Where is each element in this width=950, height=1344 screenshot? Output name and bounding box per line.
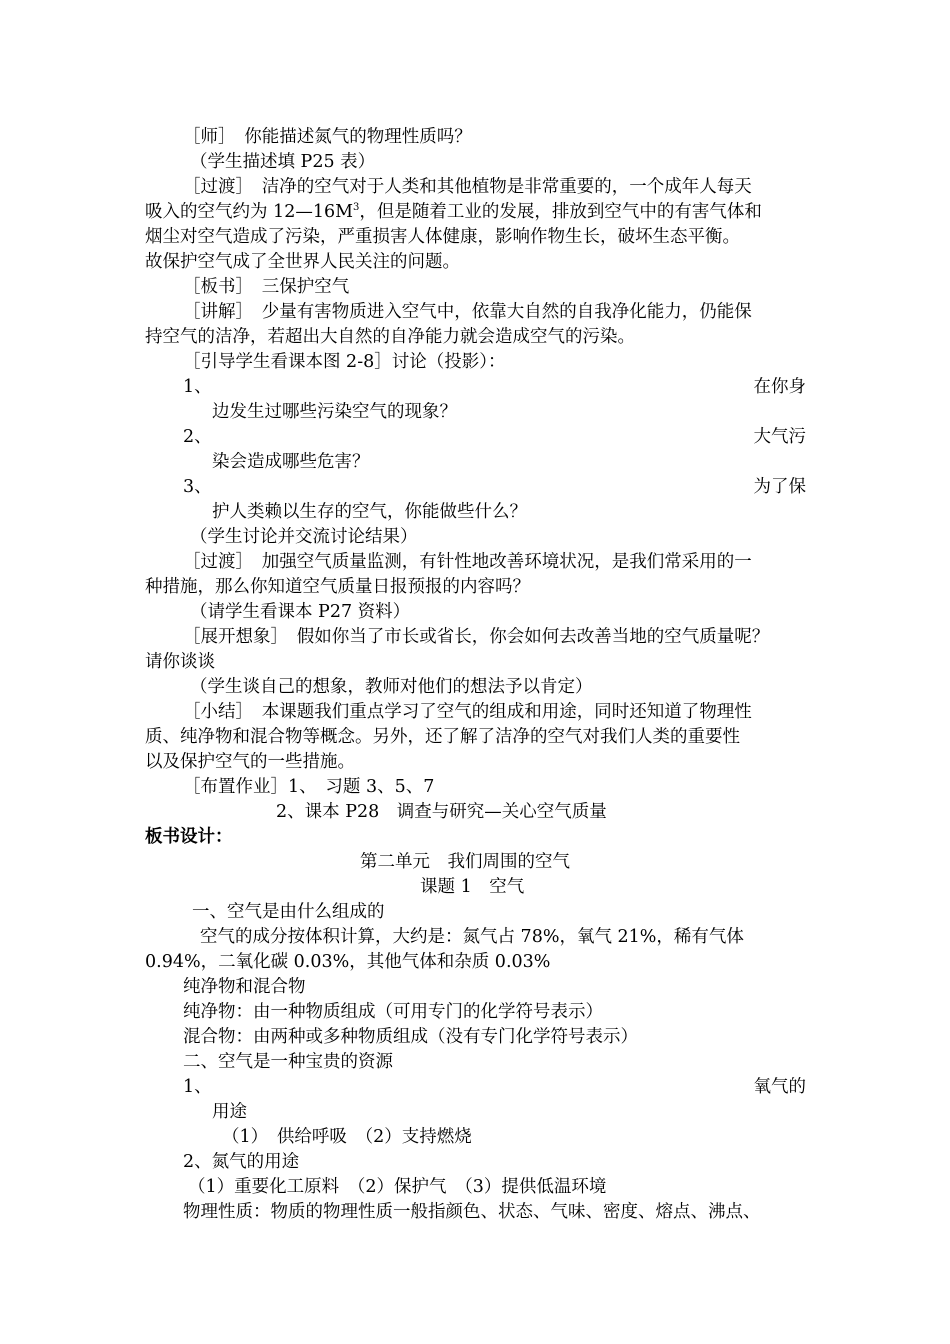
- summary-paragraph-line: ［小结］ 本课题我们重点学习了空气的组成和用途，同时还知道了物理性: [183, 702, 752, 722]
- student-activity-line: （学生描述填 P25 表）: [190, 152, 376, 172]
- question-number: 1、: [183, 377, 212, 397]
- discussion-intro-line: ［引导学生看课本图 2-8］讨论（投影）：: [183, 352, 506, 372]
- outline-text: 纯净物和混合物: [183, 977, 306, 997]
- outline-text: 空气的成分按体积计算，大约是：氮气占 78%，氧气 21%，稀有气体: [200, 927, 744, 947]
- superscript: 3: [353, 202, 360, 214]
- imagination-paragraph-line: ［展开想象］ 假如你当了市长或省长，你会如何去改善当地的空气质量呢？: [183, 627, 770, 647]
- question-number: 3、: [183, 477, 212, 497]
- paragraph-line-part: ，但是随着工业的发展，排放到空气中的有害气体和: [359, 202, 762, 222]
- student-activity-line: （学生谈自己的想象，教师对他们的想法予以肯定）: [190, 677, 593, 697]
- paragraph-line: 持空气的洁净，若超出大自然的自净能力就会造成空气的污染。: [145, 327, 635, 347]
- outline-text: 纯净物：由一种物质组成（可用专门的化学符号表示）: [183, 1002, 603, 1022]
- outline-text: 混合物：由两种或多种物质组成（没有专门化学符号表示）: [183, 1027, 638, 1047]
- explanation-paragraph-line: ［讲解］ 少量有害物质进入空气中，依靠大自然的自我净化能力，仍能保: [183, 302, 752, 322]
- outline-heading: 一、空气是由什么组成的: [192, 902, 385, 922]
- paragraph-line: [145, 200, 762, 225]
- lesson-title: 课题 1 空气: [420, 877, 525, 897]
- outline-text-end: 氧气的: [753, 1077, 806, 1097]
- homework-line: 2、课本 P28 调查与研究—关心空气质量: [276, 802, 607, 822]
- outline-heading: 二、空气是一种宝贵的资源: [183, 1052, 393, 1072]
- outline-continuation: 用途: [212, 1102, 247, 1122]
- outline-text: 2、氮气的用途: [183, 1152, 300, 1172]
- transition-paragraph-line: ［过渡］ 洁净的空气对于人类和其他植物是非常重要的，一个成年人每天: [183, 177, 752, 197]
- paragraph-line: 请你谈谈: [145, 652, 215, 672]
- unit-title: 第二单元 我们周围的空气: [360, 852, 570, 872]
- paragraph-line-part: 吸入的空气约为 12—16M: [145, 202, 354, 222]
- outline-text: 0.94%，二氧化碳 0.03%，其他气体和杂质 0.03%: [145, 952, 551, 972]
- question-text-end: 为了保: [753, 477, 806, 497]
- question-text-end: 在你身: [753, 377, 806, 397]
- outline-text: （1）重要化工原料 （2）保护气 （3）提供低温环境: [188, 1177, 607, 1197]
- outline-number: 1、: [183, 1077, 212, 1097]
- teacher-question-line: ［师］ 你能描述氮气的物理性质吗？: [183, 127, 472, 147]
- paragraph-line: 以及保护空气的一些措施。: [145, 752, 355, 772]
- board-writing-line: ［板书］ 三保护空气: [183, 277, 350, 297]
- transition-paragraph-line: ［过渡］ 加强空气质量监测，有针性地改善环境状况，是我们常采用的一: [183, 552, 752, 572]
- question-number: 2、: [183, 427, 212, 447]
- question-continuation: 护人类赖以生存的空气，你能做些什么？: [212, 502, 527, 522]
- outline-text: 物理性质：物质的物理性质一般指颜色、状态、气味、密度、熔点、沸点、: [183, 1202, 761, 1222]
- outline-text: （1） 供给呼吸 （2）支持燃烧: [222, 1127, 472, 1147]
- section-heading: 板书设计：: [145, 827, 233, 847]
- question-continuation: 染会造成哪些危害？: [212, 452, 370, 472]
- paragraph-line: 烟尘对空气造成了污染，严重损害人体健康，影响作物生长，破坏生态平衡。: [145, 227, 740, 247]
- paragraph-line: 质、纯净物和混合物等概念。另外，还了解了洁净的空气对我们人类的重要性: [145, 727, 740, 747]
- student-activity-line: （学生讨论并交流讨论结果）: [190, 527, 418, 547]
- paragraph-line: 种措施，那么你知道空气质量日报预报的内容吗？: [145, 577, 530, 597]
- student-activity-line: （请学生看课本 P27 资料）: [190, 602, 411, 622]
- question-continuation: 边发生过哪些污染空气的现象？: [212, 402, 457, 422]
- paragraph-line: 故保护空气成了全世界人民关注的问题。: [145, 252, 460, 272]
- question-text-end: 大气污: [753, 427, 806, 447]
- homework-line: ［布置作业］1、 习题 3、5、7: [183, 777, 435, 797]
